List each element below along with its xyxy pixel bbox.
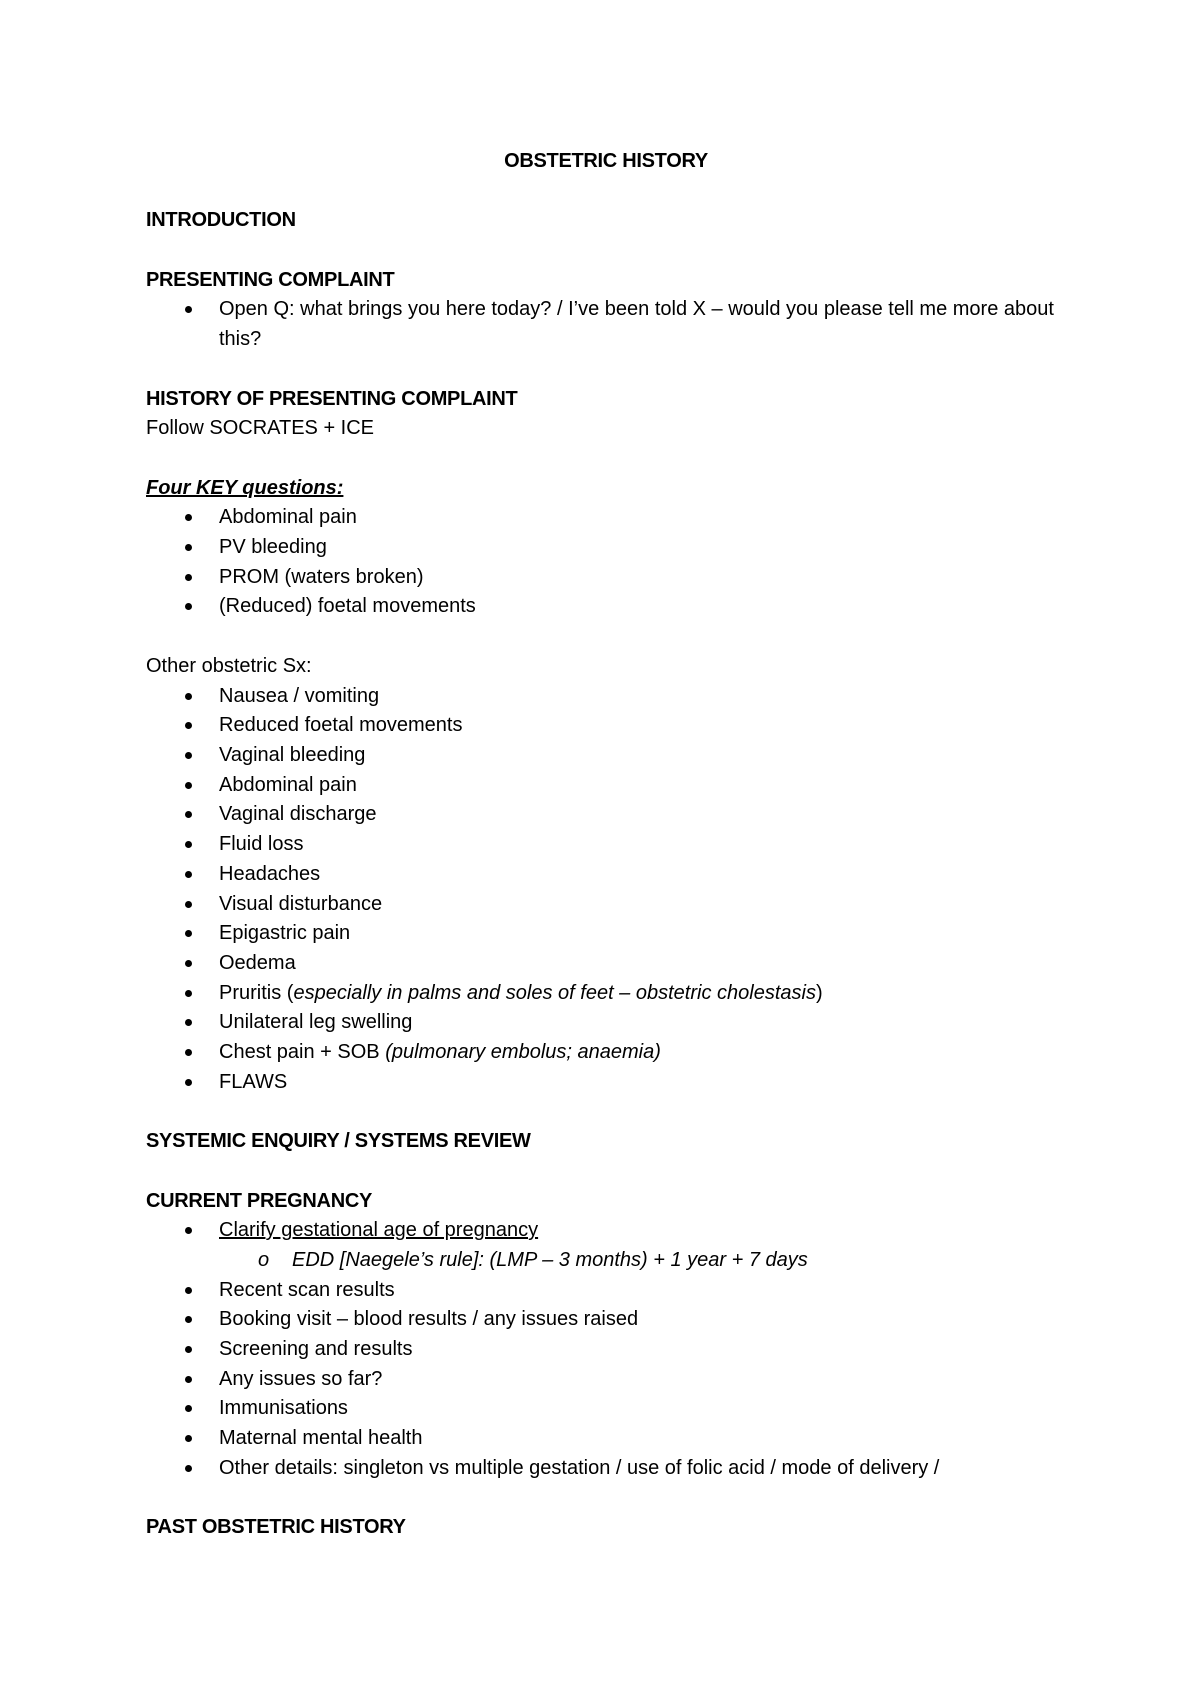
other-symptoms-label: Other obstetric Sx: bbox=[146, 654, 312, 677]
list-item-pruritis bbox=[146, 979, 1066, 1009]
list-item: Immunisations bbox=[146, 1394, 1066, 1424]
list-item: Headaches bbox=[146, 860, 1066, 890]
key-questions-label: Four KEY questions: bbox=[146, 476, 344, 499]
list-item: Nausea / vomiting bbox=[146, 682, 1066, 712]
chest-pain-note: (pulmonary embolus; anaemia) bbox=[385, 1041, 661, 1064]
list-item: Vaginal discharge bbox=[146, 800, 1066, 830]
pruritis-text: Pruritis ( bbox=[219, 981, 294, 1004]
list-item-clarify bbox=[146, 1216, 1066, 1246]
list-item: PROM (waters broken) bbox=[146, 563, 1066, 593]
section-heading-introduction: INTRODUCTION bbox=[146, 209, 296, 232]
section-heading-past-obstetric-history: PAST OBSTETRIC HISTORY bbox=[146, 1516, 406, 1539]
section-heading-presenting-complaint: PRESENTING COMPLAINT bbox=[146, 268, 395, 291]
current-pregnancy-sublist bbox=[146, 1246, 1066, 1276]
section-heading-hpc: HISTORY OF PRESENTING COMPLAINT bbox=[146, 387, 518, 410]
list-item: FLAWS bbox=[146, 1068, 1066, 1098]
list-item: Maternal mental health bbox=[146, 1424, 1066, 1454]
list-item: Unilateral leg swelling bbox=[146, 1008, 1066, 1038]
list-item: Any issues so far? bbox=[146, 1365, 1066, 1395]
list-item: Booking visit – blood results / any issues raised bbox=[146, 1305, 1066, 1335]
list-item: Abdominal pain bbox=[146, 771, 1066, 801]
list-item: PV bleeding bbox=[146, 533, 1066, 563]
presenting-complaint-list bbox=[146, 295, 1066, 354]
list-item: Epigastric pain bbox=[146, 919, 1066, 949]
list-item: Other details: singleton vs multiple gestation / use of folic acid / mode of delivery / bbox=[146, 1454, 1066, 1484]
section-heading-systemic-enquiry: SYSTEMIC ENQUIRY / SYSTEMS REVIEW bbox=[146, 1130, 531, 1153]
list-item: Fluid loss bbox=[146, 830, 1066, 860]
key-questions-list bbox=[146, 503, 1066, 622]
chest-pain-text: Chest pain + SOB bbox=[219, 1041, 386, 1064]
pruritis-note: especially in palms and soles of feet – obstetric cholestasis bbox=[293, 981, 816, 1004]
current-pregnancy-list bbox=[146, 1216, 1066, 1246]
other-symptoms-list bbox=[146, 682, 1066, 1098]
hpc-follow-text: Follow SOCRATES + ICE bbox=[146, 417, 375, 440]
list-item-chest-pain bbox=[146, 1038, 1066, 1068]
list-item: Reduced foetal movements bbox=[146, 711, 1066, 741]
pruritis-close: ) bbox=[815, 981, 823, 1004]
list-item: Abdominal pain bbox=[146, 503, 1066, 533]
document-content bbox=[146, 147, 1066, 1543]
list-item: (Reduced) foetal movements bbox=[146, 592, 1066, 622]
list-item: Vaginal bleeding bbox=[146, 741, 1066, 771]
list-item: Screening and results bbox=[146, 1335, 1066, 1365]
sub-list-item-edd: o EDD [Naegele’s rule]: (LMP – 3 months) + 1 year + 7 days bbox=[146, 1246, 1066, 1276]
list-item: Visual disturbance bbox=[146, 890, 1066, 920]
clarify-gestational-age: Clarify gestational age of pregnancy bbox=[219, 1219, 539, 1242]
list-item: Recent scan results bbox=[146, 1276, 1066, 1306]
page-title: OBSTETRIC HISTORY bbox=[504, 150, 708, 172]
list-item: Oedema bbox=[146, 949, 1066, 979]
list-item: Open Q: what brings you here today? / I’ve been told X – would you please tell me more about this? bbox=[146, 295, 1066, 354]
section-heading-current-pregnancy: CURRENT PREGNANCY bbox=[146, 1189, 373, 1212]
current-pregnancy-list-continued bbox=[146, 1276, 1066, 1484]
